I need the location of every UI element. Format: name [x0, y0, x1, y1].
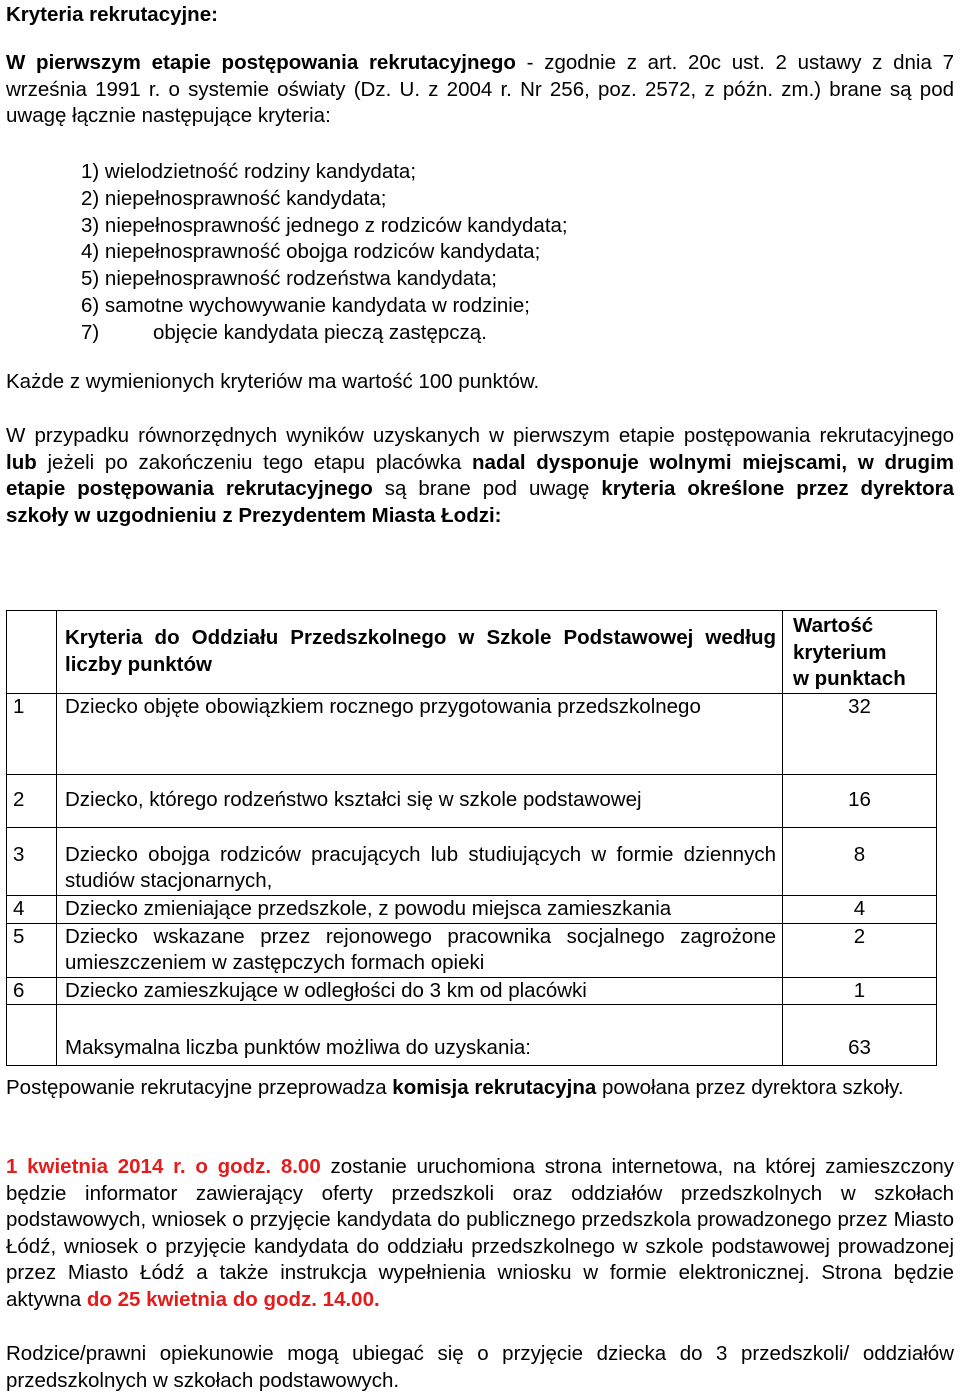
criterion-item: 1) wielodzietność rodziny kandydata; [81, 160, 417, 183]
header-value-line: kryterium [793, 640, 887, 664]
table-row [7, 895, 937, 923]
criterion-item [81, 320, 568, 347]
criterion-text: objęcie kandydata pieczą zastępczą. [153, 320, 487, 344]
intro-rest: - zgodnie z art. 20c ust. 2 ustawy z dnia 7 września 1991 r. o systemie oświaty (Dz. U. z 2004 r. Nr 256, poz. 2572, z późn. zm.) brane są pod uwagę łącznie następujące kryteria: [6, 51, 954, 128]
header-value-line: w punktach [793, 667, 906, 691]
second-stage-text: są brane pod uwagę [372, 477, 602, 501]
row-number: 3 [7, 827, 57, 895]
row-points: 1 [783, 977, 937, 1005]
table-row [7, 827, 937, 895]
second-stage-paragraph [6, 423, 954, 529]
criterion-item: 3) niepełnosprawność jednego z rodziców kandydata; [81, 213, 568, 237]
criterion-item: 2) niepełnosprawność kandydata; [81, 186, 387, 210]
intro-paragraph [6, 50, 954, 130]
header-value-line: Wartość [793, 614, 874, 637]
row-criterion: Dziecko zamieszkujące w odległości do 3 km od placówki [57, 977, 783, 1005]
row-number: 4 [7, 895, 57, 923]
second-stage-bold: lub [6, 450, 37, 474]
header-num-cell [7, 611, 57, 694]
intro-bold: W pierwszym etapie postępowania rekrutacyjnego [6, 51, 516, 74]
end-date-highlight: do 25 kwietnia do godz. 14.00. [86, 1287, 380, 1311]
criteria-value-note: Każde z wymienionych kryteriów ma wartość 100 punktów. [6, 370, 540, 393]
second-stage-text: W przypadku równorzędnych wyników uzyskanych w pierwszym etapie postępowania rekrutacyjnego [6, 424, 954, 447]
start-date-highlight: 1 kwietnia 2014 r. o godz. 8.00 [6, 1155, 321, 1178]
table-row [7, 774, 937, 827]
row-number: 5 [7, 923, 57, 977]
row-points: 4 [783, 895, 937, 923]
row-criterion: Dziecko objęte obowiązkiem rocznego przygotowania przedszkolnego [57, 693, 783, 774]
row-points: 16 [783, 774, 937, 827]
table-total-row [7, 1005, 937, 1066]
criterion-number: 7) [81, 320, 100, 344]
first-stage-criteria-list [81, 159, 568, 347]
second-stage-text: jeżeli po zakończeniu tego etapu placówka [36, 450, 473, 474]
row-number: 6 [7, 977, 57, 1005]
commission-text: Postępowanie rekrutacyjne przeprowadza [6, 1076, 393, 1099]
table-row [7, 693, 937, 774]
row-criterion: Dziecko zmieniające przedszkole, z powodu miejsca zamieszkania [57, 895, 783, 923]
criterion-item: 6) samotne wychowywanie kandydata w rodzinie; [81, 293, 530, 317]
second-stage-bold: nadal dysponuje wolnymi miejscami, w drugim etapie postępowania rekrutacyjnego [6, 450, 954, 501]
row-number: 1 [7, 693, 57, 774]
total-value: 63 [783, 1005, 937, 1066]
commission-paragraph [6, 1075, 954, 1102]
criterion-item: 5) niepełnosprawność rodzeństwa kandydata; [81, 267, 497, 291]
second-stage-bold: kryteria określone przez dyrektora szkoły w uzgodnieniu z Prezydentem Miasta Łodzi: [6, 477, 954, 527]
points-table [6, 610, 937, 1066]
total-label: Maksymalna liczba punktów możliwa do uzyskania: [57, 1005, 783, 1066]
table-row [7, 923, 937, 977]
row-number: 2 [7, 774, 57, 827]
page-title: Kryteria rekrutacyjne: [6, 3, 218, 26]
row-criterion: Dziecko wskazane przez rejonowego pracownika socjalnego zagrożone umieszczeniem w zastępczych formach opieki [57, 923, 783, 977]
header-criteria-text: Kryteria do Oddziału Przedszkolnego w Szkole Podstawowej według liczby punktów [65, 626, 776, 676]
commission-bold: komisja rekrutacyjna [392, 1076, 597, 1099]
total-num-cell [7, 1005, 57, 1066]
criterion-item: 4) niepełnosprawność obojga rodziców kandydata; [81, 240, 541, 264]
row-criterion: Dziecko obojga rodziców pracujących lub studiujących w formie dziennych studiów stacjonarnych, [57, 827, 783, 895]
row-points: 32 [783, 693, 937, 774]
schedule-text: zostanie uruchomiona strona internetowa, na której zamieszczony będzie informator zawierający oferty przedszkoli oraz oddziałów przedszkolnych w szkołach podstawowych, wniosek o przyjęcie kandydata do publicznego przedszkola prowadzonego przez Miasto Łódź, wniosek o przyjęcie kandydata do oddziału przedszkolnego w szkole podstawowej prowadzonej przez Miasto Łódź a także instrukcja wypełnienia wniosku w formie elektronicznej. Strona będzie aktywna [6, 1155, 955, 1311]
row-points: 8 [783, 827, 937, 895]
table-header-row [7, 611, 937, 694]
table-row [7, 977, 937, 1005]
schedule-paragraph [6, 1154, 954, 1314]
header-criteria-cell [57, 611, 783, 694]
header-value-cell [783, 611, 937, 694]
row-criterion: Dziecko, którego rodzeństwo kształci się w szkole podstawowej [57, 774, 783, 827]
commission-text: powołana przez dyrektora szkoły. [596, 1076, 904, 1099]
parents-note: Rodzice/prawni opiekunowie mogą ubiegać się o przyjęcie dziecka do 3 przedszkoli/ oddziałów przedszkolnych w szkołach podstawowych. [6, 1342, 954, 1392]
row-points: 2 [783, 923, 937, 977]
